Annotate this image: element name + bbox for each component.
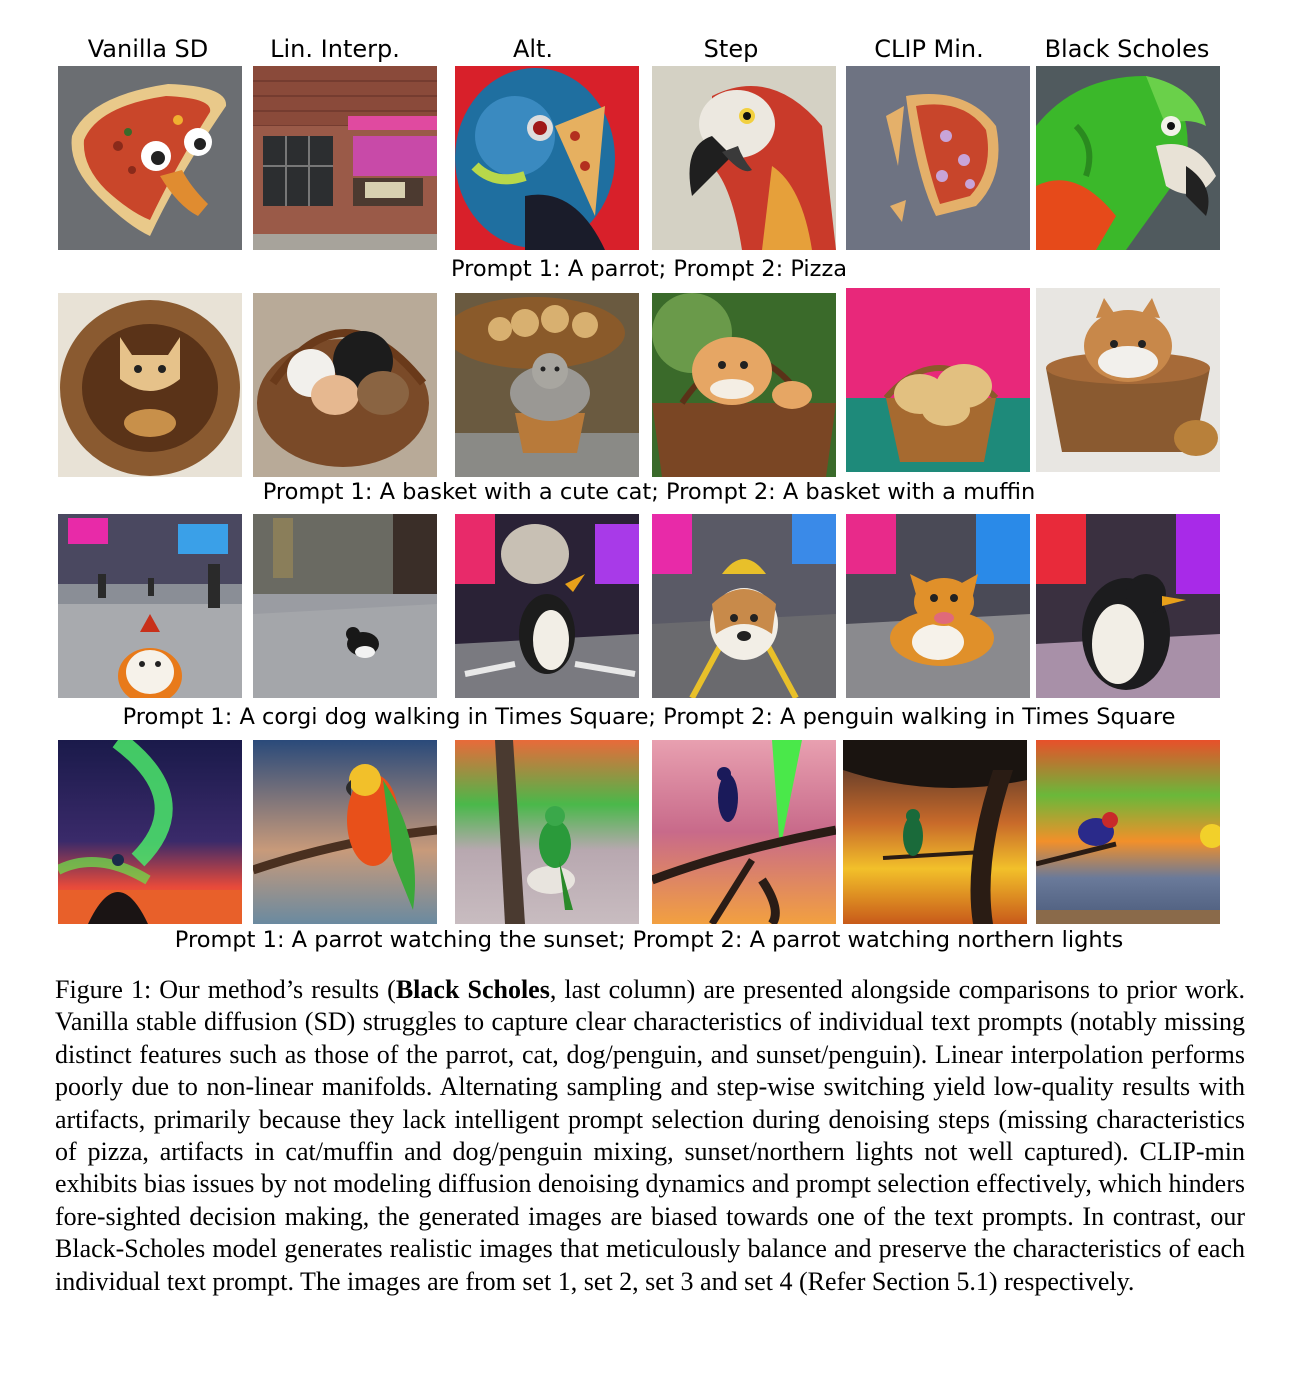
image-r3-clip-min [846, 514, 1030, 698]
image-r1-black-scholes [1036, 66, 1220, 250]
column-header-alt: Alt. [512, 35, 554, 63]
image-r1-step [652, 66, 836, 250]
column-header-lin-interp: Lin. Interp. [270, 35, 400, 63]
image-r3-black-scholes [1036, 514, 1220, 698]
column-header-vanilla-sd: Vanilla SD [87, 35, 209, 63]
column-header-step: Step [703, 35, 759, 63]
column-header-black-scholes: Black Scholes [1044, 35, 1210, 63]
image-r3-vanilla-sd [58, 514, 242, 698]
image-r2-lin-interp [253, 293, 437, 477]
image-r2-alt [455, 293, 639, 477]
image-r1-lin-interp [253, 66, 437, 250]
caption-body: , last column) are presented alongside comparisons to prior work. Vanilla stable diffusion (SD) struggles to capture clear characteristics of individual text prompts (notably missing distinct features such as those of the parrot, cat, dog/penguin, and sunset/penguin). Linear interpolation performs poorly due to non-linear manifolds. Alternating sampling and step-wise switching yield low-quality results with artifacts, primarily because they lack intelligent prompt selection during denoising steps (missing characteristics of pizza, artifacts in cat/muffin and dog/penguin mixing, sunset/northern lights not well captured). CLIP-min exhibits bias issues by not modeling diffusion denoising dynamics and prompt selection effectively, which hinders fore-sighted decision making, the generated images are biased towards one of the text prompts. In contrast, our Black-Scholes model generates realistic images that meticulously balance and preserve the characteristics of each individual text prompt. The images are from set 1, set 2, set 3 and set 4 (Refer Section 5.1) respectively. [55, 975, 1245, 1296]
image-r1-clip-min [846, 66, 1030, 250]
image-r4-vanilla-sd [58, 740, 242, 924]
image-r4-clip-min [843, 740, 1027, 924]
caption-label: Figure 1: Our method’s results ( [55, 975, 396, 1004]
image-r2-black-scholes [1036, 288, 1220, 472]
image-r1-vanilla-sd [58, 66, 242, 250]
prompt-caption-row-3: Prompt 1: A corgi dog walking in Times Square; Prompt 2: A penguin walking in Times Square [122, 704, 1176, 730]
image-r4-lin-interp [253, 740, 437, 924]
image-r2-vanilla-sd [58, 293, 242, 477]
prompt-caption-row-2: Prompt 1: A basket with a cute cat; Prompt 2: A basket with a muffin [262, 479, 1036, 505]
image-r4-alt [455, 740, 639, 924]
image-r4-step [652, 740, 836, 924]
prompt-caption-row-1: Prompt 1: A parrot; Prompt 2: Pizza [450, 256, 848, 282]
figure-caption [55, 974, 1245, 1298]
image-r2-clip-min [846, 288, 1030, 472]
image-r4-black-scholes [1036, 740, 1220, 924]
image-r2-step [652, 293, 836, 477]
column-header-clip-min: CLIP Min. [874, 35, 984, 63]
prompt-caption-row-4: Prompt 1: A parrot watching the sunset; Prompt 2: A parrot watching northern lights [174, 927, 1124, 953]
image-r3-alt [455, 514, 639, 698]
image-r3-step [652, 514, 836, 698]
image-r1-alt [455, 66, 639, 250]
image-r3-lin-interp [253, 514, 437, 698]
caption-method-name: Black Scholes [395, 975, 550, 1004]
